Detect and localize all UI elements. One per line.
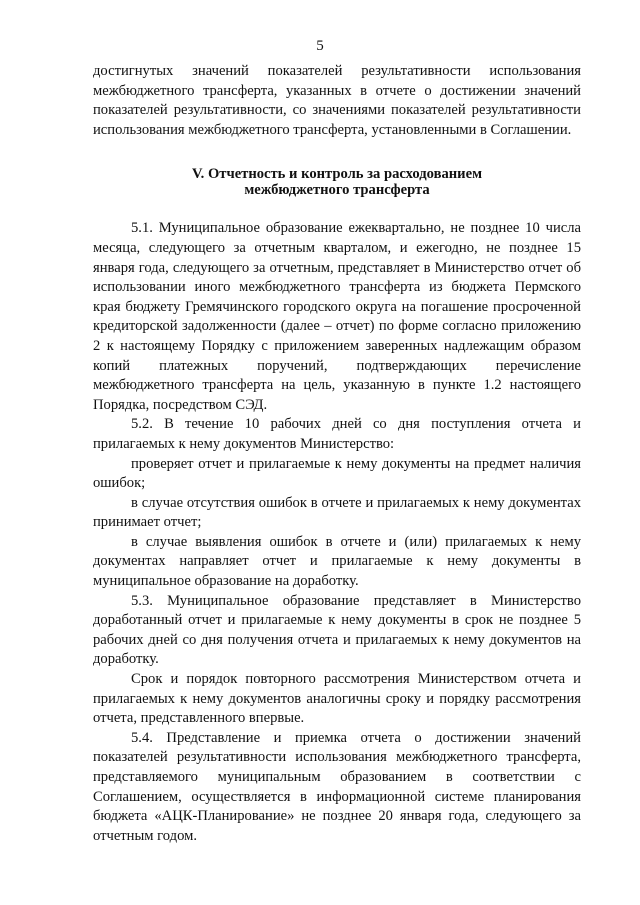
paragraph-5-1: 5.1. Муниципальное образование ежеквартально, не позднее 10 числа месяца, следующего за отчетным кварталом, и ежегодно, не позднее 15 января года, следующего за отчетным, представляет в Министерство отчет об использовании иного межбюджетного трансферта из бюджета Пермского края бюджету Гремячинского городского округа на погашение просроченной кредиторской задолженности (далее – отчет) по форме согласно приложению 2 к настоящему Порядку с приложением заверенных надлежащим образом копий платежных поручений, подтверждающих перечисление межбюджетного трансферта на цель, указанную в пункте 1.2 настоящего Порядка, посредством СЭД. [93,220,581,413]
paragraph-5-4: 5.4. Представление и приемка отчета о достижении значений показателей результативности использования межбюджетного трансферта, представляемого муниципальным образованием в соответствии с Соглашением, осуществляется в информационной системе планирования бюджета «АЦК-Планирование» не позднее 20 января года, следующего за отчетным годом. [93,729,581,844]
paragraph-5-2: 5.2. В течение 10 рабочих дней со дня поступления отчета и прилагаемых к нему документов Министерство: [93,416,581,452]
section-heading [93,166,581,198]
paragraph-repeat-review: Срок и порядок повторного рассмотрения Министерством отчета и прилагаемых к нему документов аналогичны сроку и порядку рассмотрения отчета, представленного впервые. [93,671,581,727]
list-item-return: в случае выявления ошибок в отчете и (или) прилагаемых к нему документах направляет отчет и прилагаемые к нему документы в муниципальное образование на доработку. [93,533,581,590]
intro-paragraph: достигнутых значений показателей результативности использования межбюджетного трансферта, указанных в отчете о достижении значений показателей результативности, со значениями показателей результативности использования межбюджетного трансферта, установленными в Соглашении. [93,63,581,138]
list-item-check: проверяет отчет и прилагаемые к нему документы на предмет наличия ошибок; [93,455,581,492]
page-number: 5 [316,38,324,54]
paragraph-5-3: 5.3. Муниципальное образование представляет в Министерство доработанный отчет и прилагаемые к нему документы в срок не позднее 5 рабочих дней со дня получения отчета и прилагаемых к нему документов на доработку. [93,592,581,668]
section-heading-line-2: межбюджетного трансферта [244,182,430,199]
list-item-accept: в случае отсутствия ошибок в отчете и прилагаемых к нему документах принимает отчет; [93,494,581,531]
section-heading-line-1: V. Отчетность и контроль за расходованием [191,166,483,183]
document-body [93,62,581,846]
